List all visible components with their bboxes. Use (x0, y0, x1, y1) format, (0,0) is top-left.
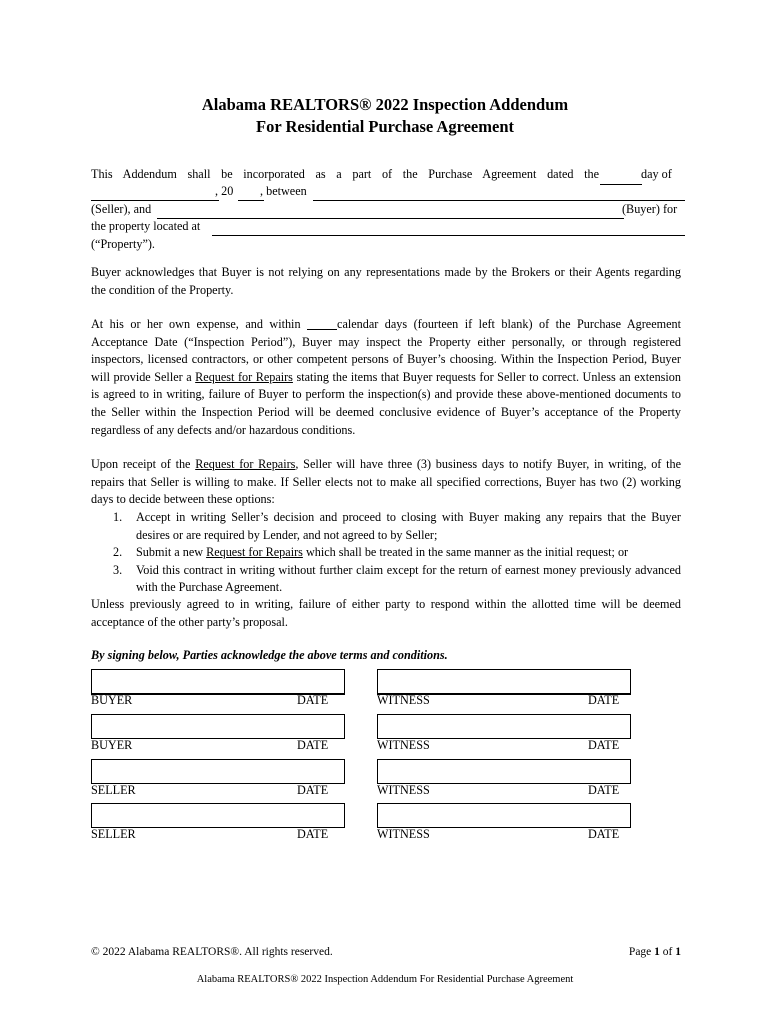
receipt-line: days to decide between these options: (91, 492, 275, 507)
document-subtitle: For Residential Purchase Agreement (255, 117, 514, 136)
party-label: SELLER (91, 827, 136, 841)
receipt-line-1 (91, 456, 681, 474)
unless-paragraph (91, 596, 681, 631)
inspection-days-field[interactable] (307, 318, 337, 330)
seller-label: (Seller), and (91, 202, 152, 216)
month-field[interactable] (91, 187, 219, 201)
inspection-intro-text: At his or her own expense, and within (91, 317, 301, 331)
inspection-line: regardless of any defects and/or hazardous conditions. (91, 422, 356, 437)
intro-line-1: This Addendum shall be incorporated as a part of the Purchase Agreement dated the (91, 167, 599, 181)
witness-label: WITNESS (377, 783, 430, 797)
receipt-paragraph (91, 456, 681, 509)
date-label: DATE (297, 738, 329, 752)
date-label: DATE (297, 827, 329, 841)
request-for-repairs-term: Request for Repairs (206, 545, 303, 560)
unless-line: Unless previously agreed to in writing, failure of either party to respond within the allotted time will be deemed (91, 597, 681, 611)
inspection-line: inspectors, licensed contractors, or other competent persons of Buyer’s choosing. Within the Inspection Period, Buyer (91, 352, 681, 367)
option-item (91, 509, 681, 544)
witness-signature-box[interactable] (377, 714, 631, 739)
inspection-line: Acceptance Date (“Inspection Period”), Buyer may inspect the Property either personally, or through registered (91, 334, 681, 349)
witness-signature-box[interactable] (377, 669, 631, 694)
option-number: 2. (113, 545, 123, 560)
request-for-repairs-term: Request for Repairs (195, 457, 296, 471)
signing-statement: By signing below, Parties acknowledge the above terms and conditions. (91, 648, 448, 662)
witness-label: WITNESS (377, 738, 430, 752)
witness-date-label: DATE (588, 693, 620, 707)
witness-label: WITNESS (377, 693, 430, 707)
between-label: , between (260, 184, 307, 198)
inspection-line-4-before: will provide Seller a (91, 369, 192, 384)
inspection-line-1 (91, 316, 681, 334)
date-label: DATE (297, 783, 329, 797)
inspection-paragraph (91, 316, 681, 439)
party-label: BUYER (91, 693, 133, 707)
option-line: desires or are required by Lender, and not agreed to by Seller; (136, 527, 438, 542)
option-2-after: which shall be treated in the same manner as the initial request; or (305, 545, 629, 560)
buyer-signature-box[interactable] (91, 714, 345, 739)
inspection-line: the Seller within the Inspection Period will be deemed conclusive evidence of Buyer’s acceptance of the Property (91, 404, 681, 419)
property-label: (“Property”). (91, 237, 155, 251)
unless-line: acceptance of the other party’s proposal. (91, 614, 288, 629)
option-line: Void this contract in writing without further claim except for the return of earnest money previously advanced (136, 562, 681, 577)
buyer-label: (Buyer) for (622, 202, 678, 216)
witness-date-label: DATE (588, 738, 620, 752)
date-label: DATE (297, 693, 329, 707)
options-list (91, 509, 681, 597)
option-item (91, 544, 681, 562)
page-current: 1 (654, 946, 660, 958)
property-address-field[interactable] (212, 222, 685, 236)
receipt-before: Upon receipt of the (91, 457, 191, 471)
inspection-line-4 (91, 369, 681, 387)
buyer-signature-box[interactable] (91, 669, 345, 694)
receipt-after: , Seller will have three (3) business days to notify Buyer, in writing, of the (295, 457, 681, 471)
inspection-line: is agreed to in writing, failure of Buyer to perform the inspection(s) and provide these above-mentioned documents to (91, 387, 681, 402)
page-label: Page (628, 946, 652, 958)
inspection-rest-text: calendar days (fourteen if left blank) of the Purchase Agreement (337, 317, 681, 331)
day-field[interactable] (600, 171, 642, 185)
option-number: 1. (113, 510, 123, 524)
option-item (91, 562, 681, 597)
party-label: SELLER (91, 783, 136, 797)
page-total: 1 (675, 946, 681, 958)
option-line: with the Purchase Agreement. (136, 580, 283, 595)
page-of: of (662, 946, 673, 958)
reliance-paragraph (91, 264, 681, 299)
page-indicator (629, 946, 681, 958)
reliance-line: Buyer acknowledges that Buyer is not relying on any representations made by the Brokers or their Agents regarding (91, 265, 681, 279)
inspection-line-4-after: stating the items that Buyer requests for Seller to correct. Unless an extension (296, 369, 681, 384)
seller-signature-box[interactable] (91, 803, 345, 828)
seller-signature-box[interactable] (91, 759, 345, 784)
witness-signature-box[interactable] (377, 803, 631, 828)
day-of-label: day of (641, 167, 672, 181)
document-title: Alabama REALTORS® 2022 Inspection Addendum (201, 95, 569, 114)
copyright-notice: © 2022 Alabama REALTORS®. All rights reserved. (91, 946, 333, 958)
property-located-label: the property located at (91, 219, 201, 233)
party-label: BUYER (91, 738, 133, 752)
receipt-line: repairs that Seller is willing to make. If Seller elects not to make all specified corrections, Buyer has two (2) working (91, 474, 681, 489)
footer-document-name: Alabama REALTORS® 2022 Inspection Addendum For Residential Purchase Agreement (196, 974, 574, 985)
option-number: 3. (113, 562, 123, 577)
witness-date-label: DATE (588, 783, 620, 797)
witness-label: WITNESS (377, 827, 430, 841)
option-2-before: Submit a new (136, 545, 204, 560)
witness-date-label: DATE (588, 827, 620, 841)
reliance-line: the condition of the Property. (91, 282, 234, 297)
year-prefix-label: , 20 (215, 184, 234, 198)
buyer-name-field[interactable] (157, 205, 624, 219)
seller-name-field[interactable] (313, 187, 685, 201)
witness-signature-box[interactable] (377, 759, 631, 784)
option-line: Accept in writing Seller’s decision and proceed to closing with Buyer making any repairs that the Buyer (136, 510, 681, 524)
request-for-repairs-term: Request for Repairs (195, 369, 293, 384)
option-line (136, 544, 681, 562)
